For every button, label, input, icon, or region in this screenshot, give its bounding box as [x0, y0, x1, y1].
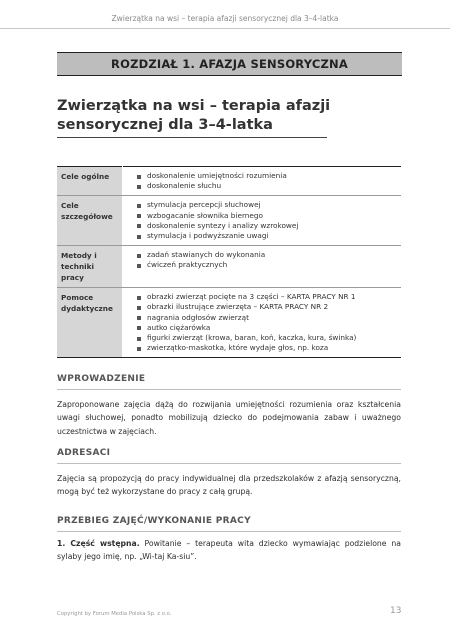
paragraph-course: [57, 537, 401, 564]
bullet-list: [137, 171, 401, 191]
list-item: obrazki ilustrujące zwierzęta – KARTA PRACY NR 2: [137, 302, 401, 312]
list-item: stymulacja percepcji słuchowej: [137, 200, 401, 210]
bullet-list: [137, 292, 401, 353]
paragraph-intro: Zaproponowane zajęcia dążą do rozwijania umiejętności rozumienia oraz kształcenia uwagi słuchowej, ponadto mobilizują dziecko do podejmowania zabaw i uważnego uczestnictwa w zajęciach.: [57, 400, 401, 436]
table-row-goals-general: [57, 167, 401, 196]
copyright: Copyright by Forum Media Polska Sp. z o.o.: [57, 611, 172, 617]
list-item: figurki zwierząt (krowa, baran, koń, kaczka, kura, świnka): [137, 333, 401, 343]
title-line-1: Zwierzątka na wsi – terapia afazji: [57, 98, 331, 114]
title-rule: [57, 137, 327, 138]
bullet-list: [137, 200, 401, 241]
running-head: Zwierzątka na wsi – terapia afazji sensorycznej dla 3–4-latka: [111, 14, 339, 23]
header-rule: [0, 28, 450, 29]
list-item: doskonalenie syntezy i analizy wzrokowej: [137, 221, 401, 231]
step-text: Powitanie – terapeuta wita dziecko wymawiając podzielone na sylaby jego imię, np. „Wi-taj Ka-siu”.: [57, 539, 401, 562]
table-row-goals-specific: [57, 196, 401, 246]
row-label: Cele ogólne: [57, 167, 123, 196]
list-item: stymulacja i podwyższanie uwagi: [137, 231, 401, 241]
section-rule: [57, 463, 401, 464]
list-item: autko ciężarówka: [137, 323, 401, 333]
row-label: Metody i techniki pracy: [57, 246, 123, 288]
section-rule: [57, 531, 401, 532]
table-row-methods: [57, 246, 401, 288]
section-heading-course: PRZEBIEG ZAJĘĆ/WYKONANIE PRACY: [57, 516, 251, 526]
table-row-materials: [57, 288, 401, 358]
list-item: nagrania odgłosów zwierząt: [137, 313, 401, 323]
row-label: Pomoce dydaktyczne: [57, 288, 123, 358]
section-rule: [57, 389, 401, 390]
list-item: zadań stawianych do wykonania: [137, 250, 401, 260]
title-line-2: sensorycznej dla 3–4-latka: [57, 117, 273, 133]
row-label: Cele szczegółowe: [57, 196, 123, 246]
list-item: ćwiczeń praktycznych: [137, 260, 401, 270]
page-title: [57, 97, 347, 135]
section-heading-addressees: ADRESACI: [57, 448, 111, 458]
bullet-list: [137, 250, 401, 270]
page-number: 13: [390, 606, 402, 616]
list-item: doskonalenie słuchu: [137, 181, 401, 191]
list-item: zwierzątko-maskotka, które wydaje głos, np. koza: [137, 343, 401, 353]
list-item: doskonalenie umiejętności rozumienia: [137, 171, 401, 181]
chapter-title: ROZDZIAŁ 1. AFAZJA SENSORYCZNA: [57, 52, 402, 76]
list-item: wzbogacanie słownika biernego: [137, 211, 401, 221]
step-label: 1. Część wstępna.: [57, 539, 140, 548]
paragraph-addressees: Zajęcia są propozycją do pracy indywidualnej dla przedszkolaków z afazją sensoryczną, mogą być też wykorzystane do pracy z całą grupą.: [57, 474, 401, 497]
lesson-info-table: [57, 166, 401, 358]
list-item: obrazki zwierząt pocięte na 3 części – KARTA PRACY NR 1: [137, 292, 401, 302]
section-heading-intro: WPROWADZENIE: [57, 374, 146, 384]
